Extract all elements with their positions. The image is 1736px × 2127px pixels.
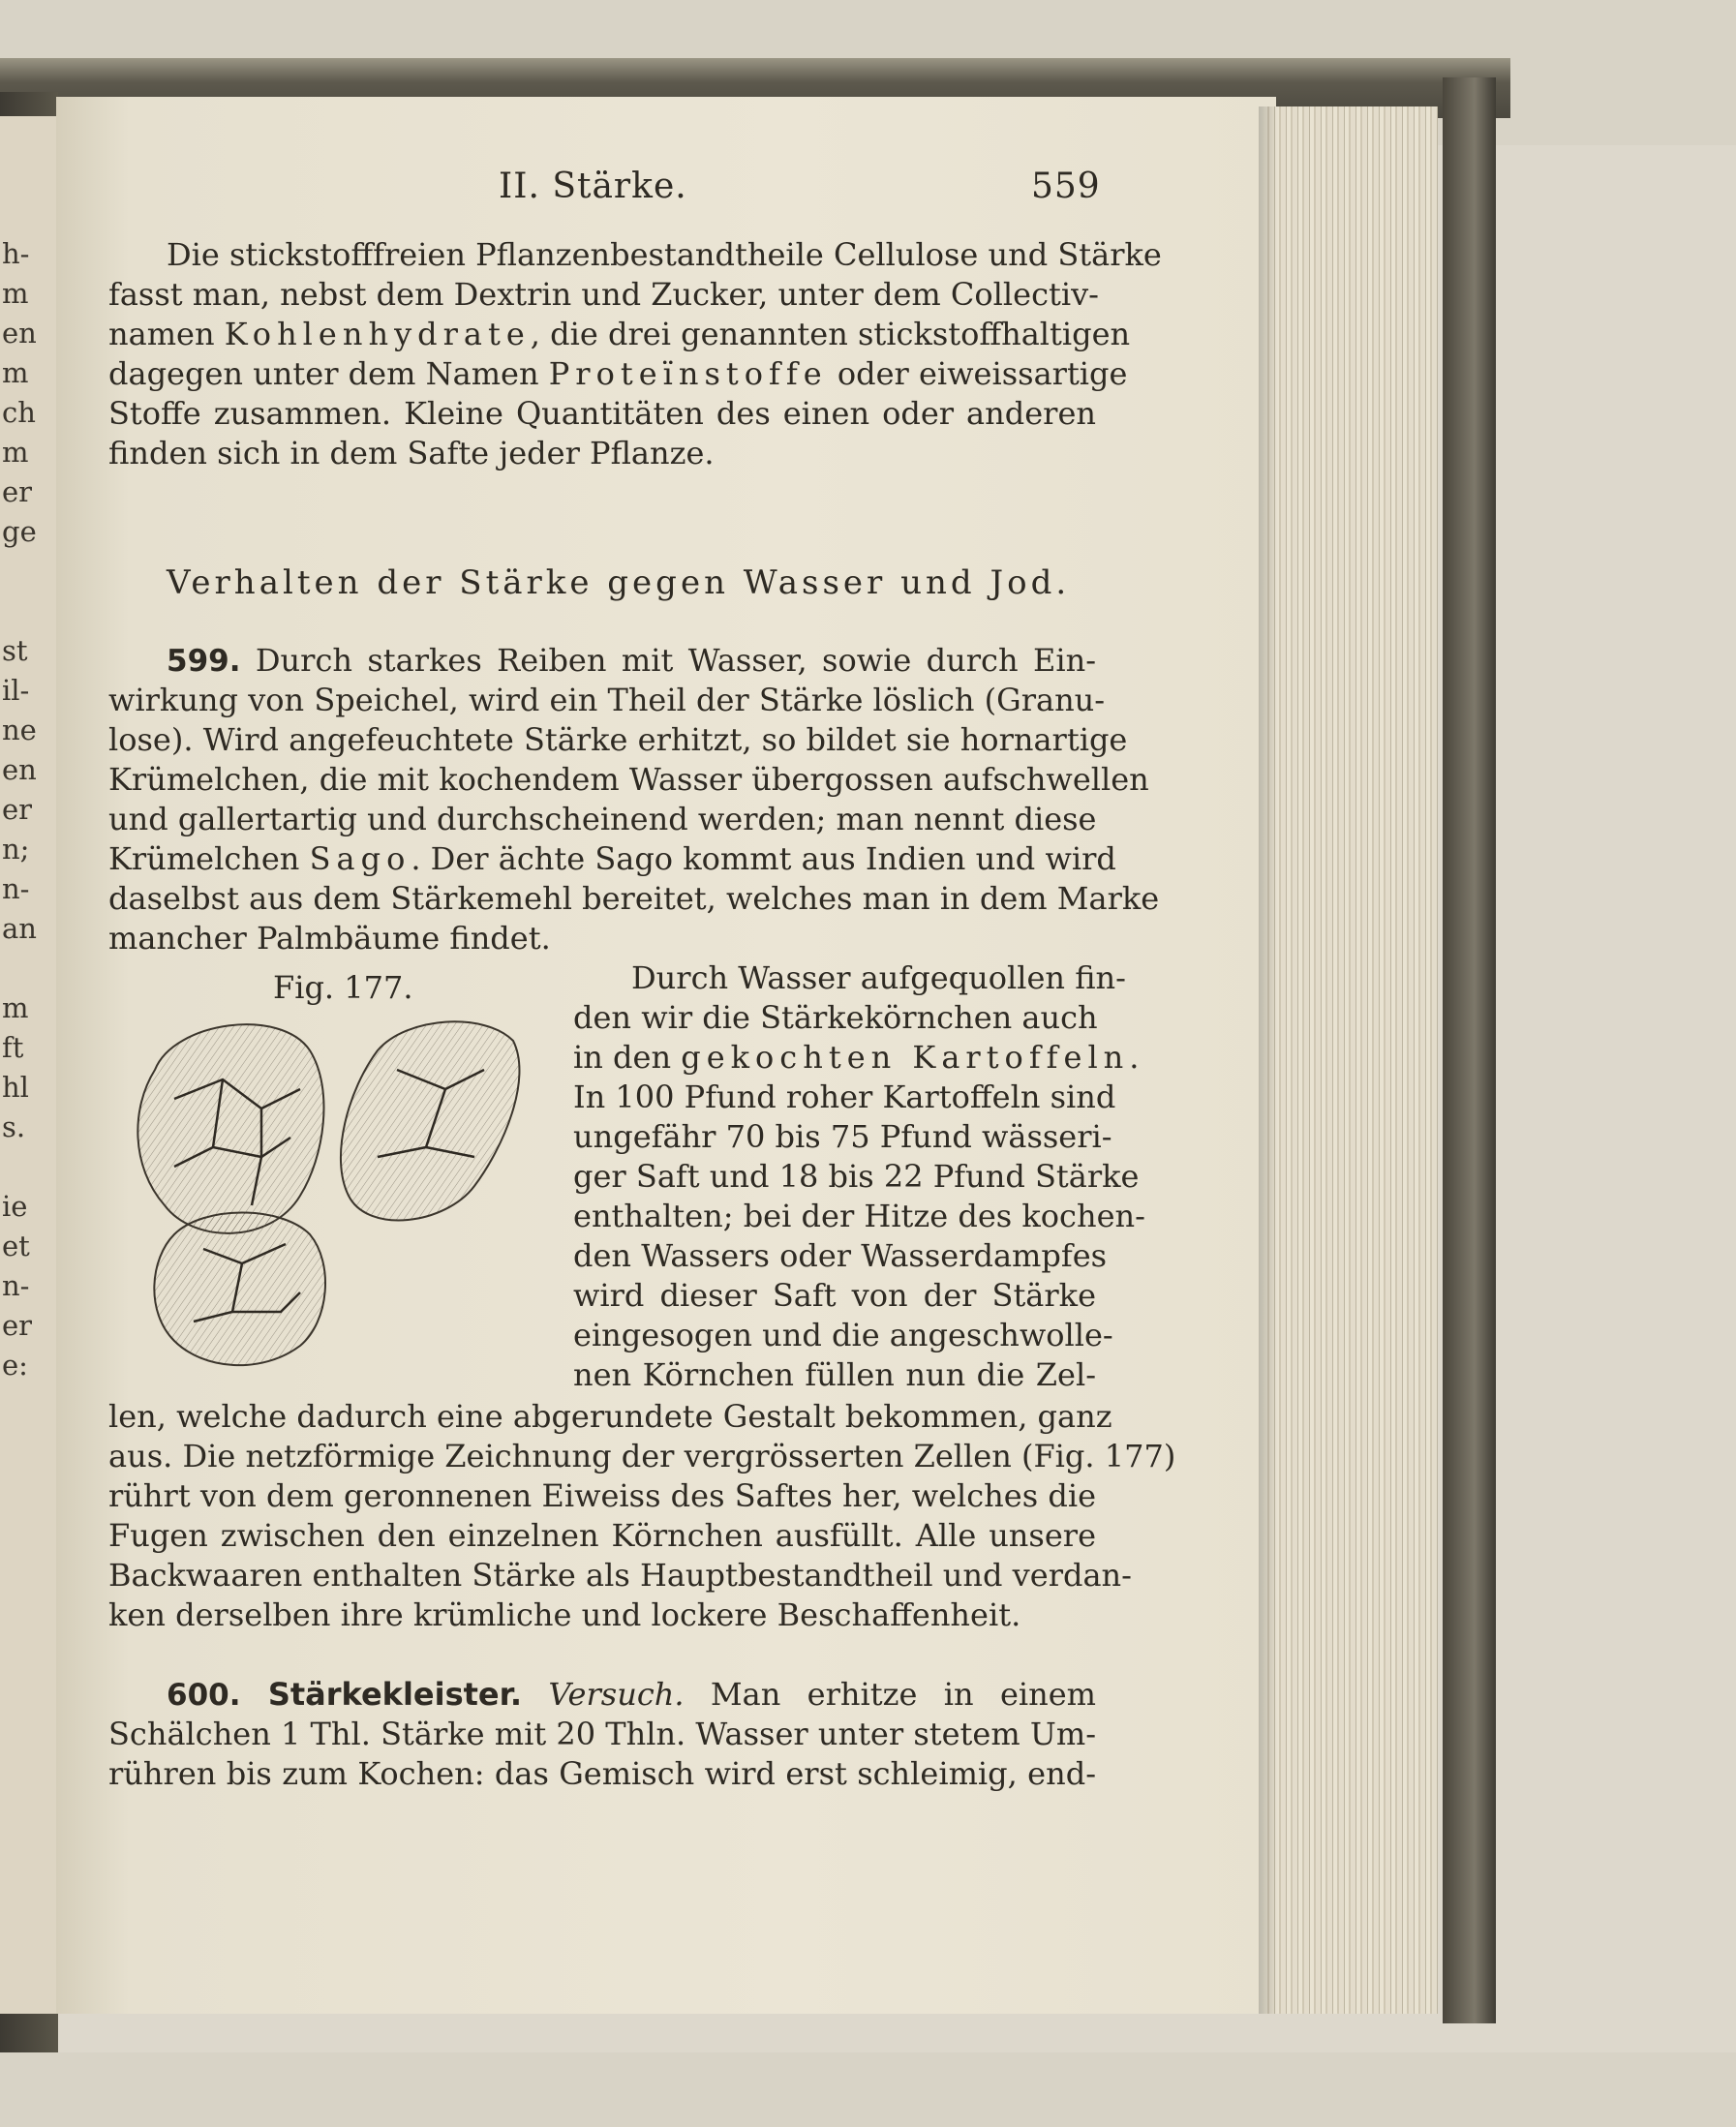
left-page-fragment: e: bbox=[2, 1349, 28, 1382]
term-sago: Sago bbox=[309, 840, 411, 877]
left-page-fragment: er bbox=[2, 793, 33, 826]
running-head-title: II. Stärke. bbox=[499, 167, 687, 206]
left-page-fragment: h- bbox=[2, 237, 30, 270]
left-page-fragment: er bbox=[2, 475, 33, 508]
left-page-fragment: en bbox=[2, 317, 37, 349]
p599-line-1 bbox=[167, 641, 1096, 682]
intro-line-4-pre: dagegen unter dem Namen bbox=[108, 355, 539, 392]
book-background-bottom bbox=[0, 2052, 1736, 2127]
left-page-strip bbox=[0, 116, 56, 2014]
p599-line-6-post: . Der ächte Sago kommt aus Indien und wird bbox=[411, 840, 1116, 877]
p600-title: Stärkekleister. bbox=[240, 1676, 523, 1713]
side-line-6: ger Saft und 18 bis 22 Pfund Stärke bbox=[573, 1158, 1140, 1195]
left-page-fragment: ft bbox=[2, 1031, 24, 1064]
side-line-3-post: . bbox=[1129, 1039, 1140, 1076]
p600-line-1 bbox=[167, 1675, 1096, 1716]
left-page-fragment: ch bbox=[2, 396, 36, 429]
p599-line-1-text: Durch starkes Reiben mit Wasser, sowie durch Ein- bbox=[240, 642, 1096, 679]
intro-line-1: Die stickstofffreien Pflanzenbestandtheile Cellulose und Stärke bbox=[167, 236, 1162, 273]
left-page-fragment: et bbox=[2, 1230, 30, 1262]
side-line-9: wird dieser Saft von der Stärke bbox=[573, 1277, 1096, 1314]
left-page-fragment: er bbox=[2, 1309, 33, 1342]
p600-line-3: rühren bis zum Kochen: das Gemisch wird erst schleimig, end- bbox=[108, 1755, 1096, 1792]
cont-line-3: rührt von dem geronnenen Eiweiss des Saftes her, welches die bbox=[108, 1477, 1096, 1514]
left-page-fragment: n- bbox=[2, 872, 30, 905]
side-line-4: In 100 Pfund roher Kartoffeln sind bbox=[573, 1079, 1116, 1115]
left-page-fragment: en bbox=[2, 753, 37, 786]
p600-line-1-text: Man erhitze in einem bbox=[684, 1676, 1097, 1713]
cont-line-4: Fugen zwischen den einzelnen Körnchen ausfüllt. Alle unsere bbox=[108, 1517, 1096, 1554]
left-page-fragment: m bbox=[2, 356, 29, 389]
cont-line-1: len, welche dadurch eine abgerundete Gestalt bekommen, ganz bbox=[108, 1398, 1112, 1435]
cont-line-6: ken derselben ihre krümliche und lockere Beschaffenheit. bbox=[108, 1596, 1021, 1633]
left-page-fragment: an bbox=[2, 912, 37, 945]
intro-line-5: Stoffe zusammen. Kleine Quantitäten des einen oder anderen bbox=[108, 395, 1096, 432]
side-line-2: den wir die Stärkekörnchen auch bbox=[573, 999, 1098, 1036]
side-line-11: nen Körnchen füllen nun die Zel- bbox=[573, 1356, 1096, 1393]
cont-line-5: Backwaaren enthalten Stärke als Hauptbestandtheil und verdan- bbox=[108, 1557, 1132, 1594]
side-line-5: ungefähr 70 bis 75 Pfund wässeri- bbox=[573, 1118, 1112, 1155]
left-page-fragment: m bbox=[2, 436, 29, 469]
section-heading: Verhalten der Stärke gegen Wasser und Jod. bbox=[167, 563, 1071, 602]
starch-cells-illustration bbox=[116, 1012, 542, 1380]
intro-line-3 bbox=[108, 315, 1131, 354]
page-number: 559 bbox=[1031, 167, 1101, 206]
side-line-3 bbox=[573, 1038, 1140, 1078]
left-page-fragment: st bbox=[2, 634, 28, 667]
p599-line-6 bbox=[108, 839, 1116, 879]
intro-line-4 bbox=[108, 354, 1128, 394]
p599-line-8: mancher Palmbäume findet. bbox=[108, 920, 551, 957]
page-gutter-shadow bbox=[1259, 106, 1278, 2014]
p599-line-5: und gallertartig und durchscheinend werden; man nennt diese bbox=[108, 801, 1097, 837]
left-page-fragment: il- bbox=[2, 674, 30, 707]
left-page-fragment: n; bbox=[2, 833, 30, 866]
left-page-fragment: m bbox=[2, 277, 29, 310]
p600-number: 600. bbox=[167, 1678, 241, 1713]
cont-line-2: aus. Die netzförmige Zeichnung der vergrösserten Zellen (Fig. 177) bbox=[108, 1438, 1176, 1474]
figure-caption: Fig. 177. bbox=[273, 969, 413, 1006]
p600-line-2: Schälchen 1 Thl. Stärke mit 20 Thln. Wasser unter stetem Um- bbox=[108, 1716, 1096, 1752]
intro-line-3-pre: namen bbox=[108, 316, 225, 352]
intro-line-2: fasst man, nebst dem Dextrin und Zucker, unter dem Collectiv- bbox=[108, 276, 1099, 313]
side-line-7: enthalten; bei der Hitze des kochen- bbox=[573, 1198, 1145, 1234]
side-line-10: eingesogen und die angeschwolle- bbox=[573, 1317, 1113, 1353]
p600-versuch: Versuch. bbox=[548, 1676, 685, 1713]
book-spine-right bbox=[1443, 77, 1496, 2023]
p599-line-7: daselbst aus dem Stärkemehl bereitet, welches man in dem Marke bbox=[108, 880, 1160, 917]
intro-line-6: finden sich in dem Safte jeder Pflanze. bbox=[108, 435, 715, 471]
left-page-fragment: ge bbox=[2, 515, 37, 548]
intro-line-4-post: oder eiweissartige bbox=[827, 355, 1128, 392]
term-gekochten-kartoffeln: gekochten Kartoffeln bbox=[681, 1039, 1130, 1076]
side-line-1: Durch Wasser aufgequollen fin- bbox=[631, 959, 1126, 996]
left-page-fragment: hl bbox=[2, 1071, 29, 1104]
term-kohlenhydrate: Kohlenhydrate bbox=[224, 316, 531, 352]
p599-line-3: lose). Wird angefeuchtete Stärke erhitzt, so bildet sie hornartige bbox=[108, 721, 1128, 758]
left-page-fragment: n- bbox=[2, 1269, 30, 1302]
p599-line-2: wirkung von Speichel, wird ein Theil der Stärke löslich (Granu- bbox=[108, 682, 1106, 718]
left-page-fragment: s. bbox=[2, 1110, 26, 1143]
left-page-fragment: ne bbox=[2, 714, 37, 746]
left-page-fragment: ie bbox=[2, 1190, 28, 1223]
p599-line-4: Krümelchen, die mit kochendem Wasser übergossen aufschwellen bbox=[108, 761, 1149, 798]
page-edges bbox=[1264, 106, 1438, 2014]
p599-number: 599. bbox=[167, 644, 241, 679]
side-line-3-pre: in den bbox=[573, 1039, 682, 1076]
term-proteinstoffe: Proteïnstoffe bbox=[548, 355, 828, 392]
p599-line-6-pre: Krümelchen bbox=[108, 840, 310, 877]
left-page-fragment: m bbox=[2, 991, 29, 1024]
side-line-8: den Wassers oder Wasserdampfes bbox=[573, 1237, 1108, 1274]
intro-line-3-post: , die drei genannten stickstoffhaltigen bbox=[530, 316, 1131, 352]
